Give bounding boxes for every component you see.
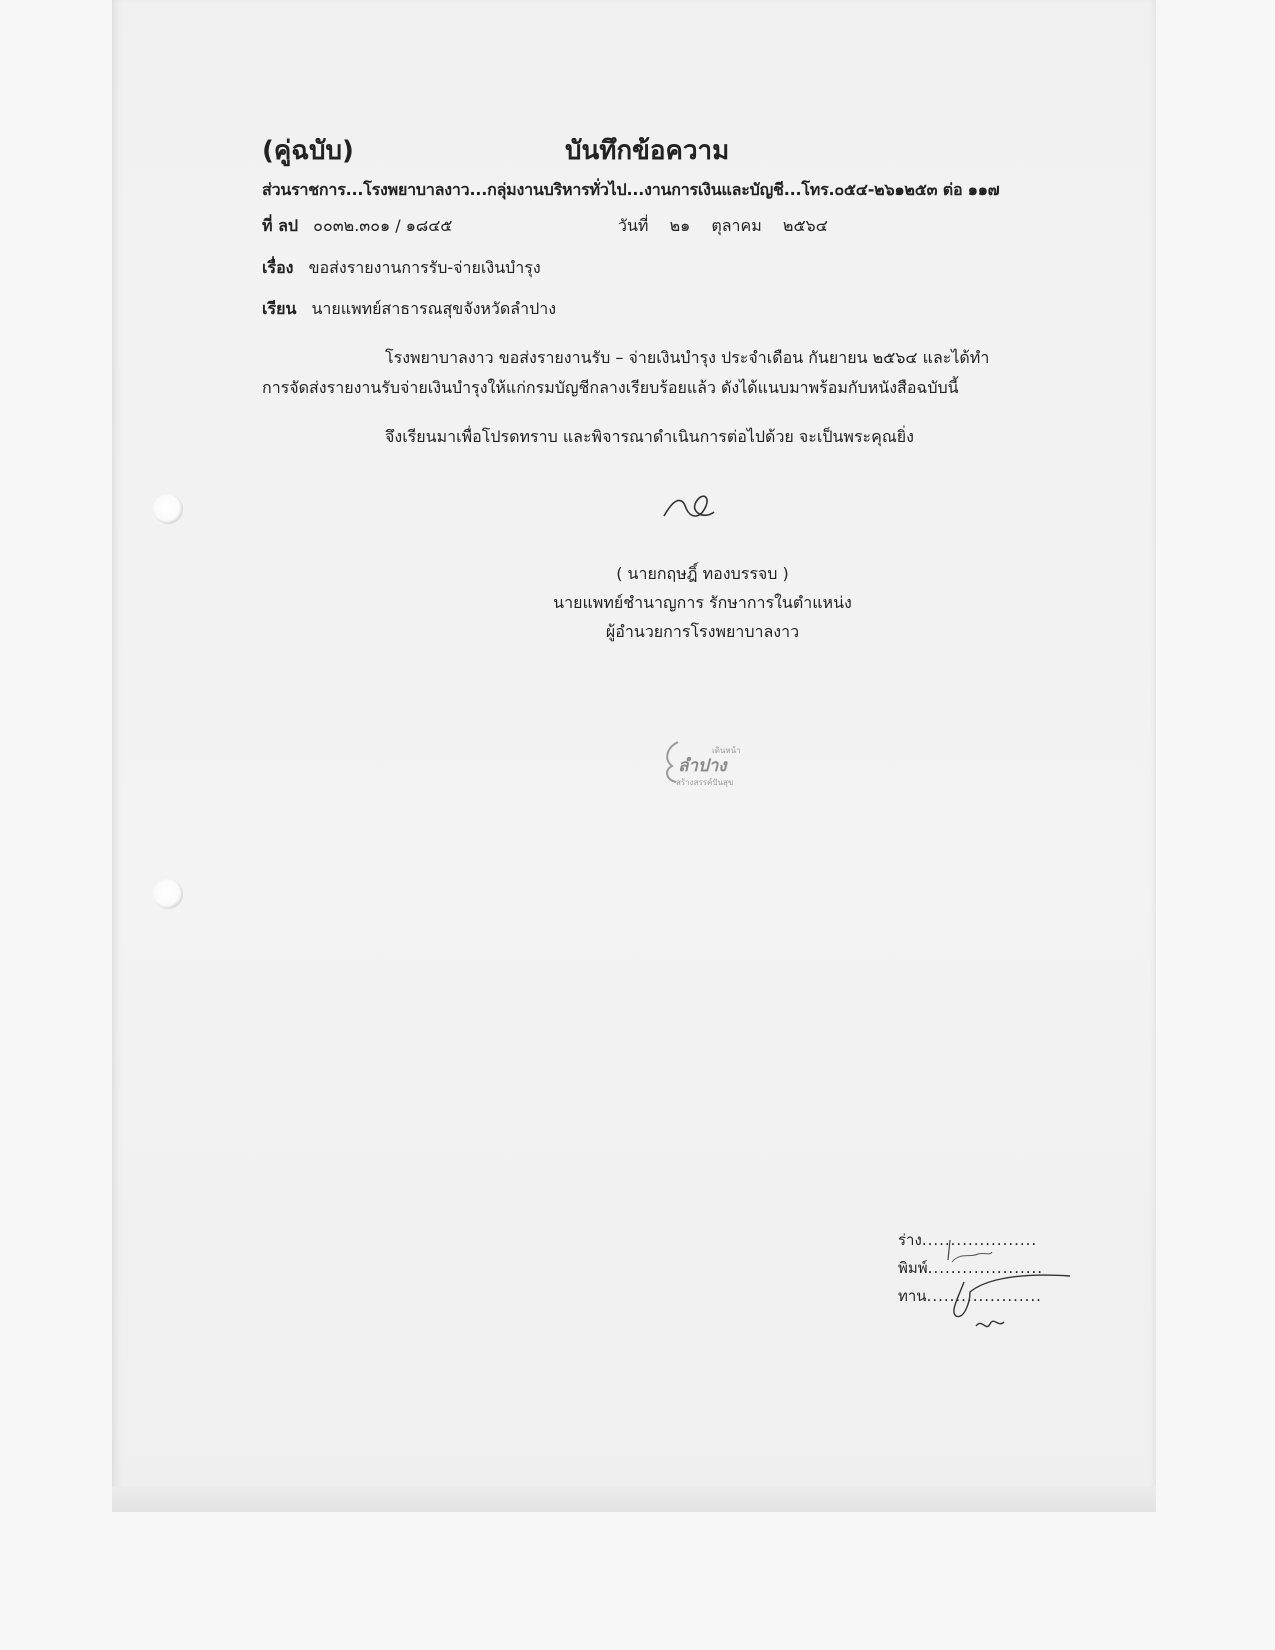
scan-bottom-edge [112,1486,1156,1512]
footer-draft-label: ร่าง [898,1231,922,1249]
department-line: ส่วนราชการ...โรงพยาบาลงาว...กลุ่มงานบริหารทั่วไป...งานการเงินและบัญชี...โทร.๐๕๔-๒๖๑๒๕๓ ต่อ ๑๑๗ [262,180,1000,199]
subject-text: ขอส่งรายงานการรับ-จ่ายเงินบำรุง [308,258,541,277]
footer-checked-label: ทาน [898,1287,927,1305]
subject-row [262,256,541,281]
signature-mark [660,490,720,524]
signer-position-1: นายแพทย์ชำนาญการ รักษาการในตำแหน่ง [553,593,852,612]
footer-checked-dots: .................... [926,1287,1042,1305]
punch-hole-bottom [153,879,183,909]
reference-row [262,214,452,239]
body-paragraph-1: โรงพยาบาลงาว ขอส่งรายงานรับ – จ่ายเงินบำรุง ประจำเดือน กันยายน ๒๕๖๔ และได้ทำ [385,348,990,367]
recipient-row [262,297,556,322]
footer-draft-dots: .................... [921,1231,1038,1249]
reference-label: ที่ ลป [262,216,299,235]
date-month: ตุลาคม [711,216,762,235]
logo-text-bottom: สร้างสรรค์ปันสุข [676,778,734,787]
recipient-text: นายแพทย์สาธารณสุขจังหวัดลำปาง [311,299,557,318]
punch-hole-top [153,494,183,524]
footer-typed-label: พิมพ์ [898,1259,928,1277]
body-paragraph-2: การจัดส่งรายงานรับจ่ายเงินบำรุงให้แก่กรมบัญชีกลางเรียบร้อยแล้ว ดังได้แนบมาพร้อมกับหนังสือฉบับนี้ [262,378,959,397]
signer-name: ( นายกฤษฎิ์ ทองบรรจบ ) [616,564,789,583]
closing-paragraph: จึงเรียนมาเพื่อโปรดทราบ และพิจารณาดำเนินการต่อไปด้วย จะเป็นพระคุณยิ่ง [385,427,914,446]
subject-label: เรื่อง [262,258,294,277]
date-row [618,214,844,239]
signer-position-2: ผู้อำนวยการโรงพยาบาลงาว [605,622,800,641]
reference-number: ๐๐๓๒.๓๐๑ / ๑๘๔๕ [313,216,453,235]
initials-marks [927,1232,1080,1352]
date-day: ๒๑ [669,216,691,235]
copy-label: (คู่ฉบับ) [262,136,354,166]
document-title: บันทึกข้อความ [565,136,730,166]
date-label: วันที่ [618,216,649,235]
logo-text-top: เดินหน้า [712,746,741,755]
footer-typed-dots: .................... [927,1259,1044,1277]
recipient-label: เรียน [262,299,297,318]
logo-text-main: ลำปาง [678,756,727,776]
date-year: ๒๕๖๔ [782,216,828,235]
